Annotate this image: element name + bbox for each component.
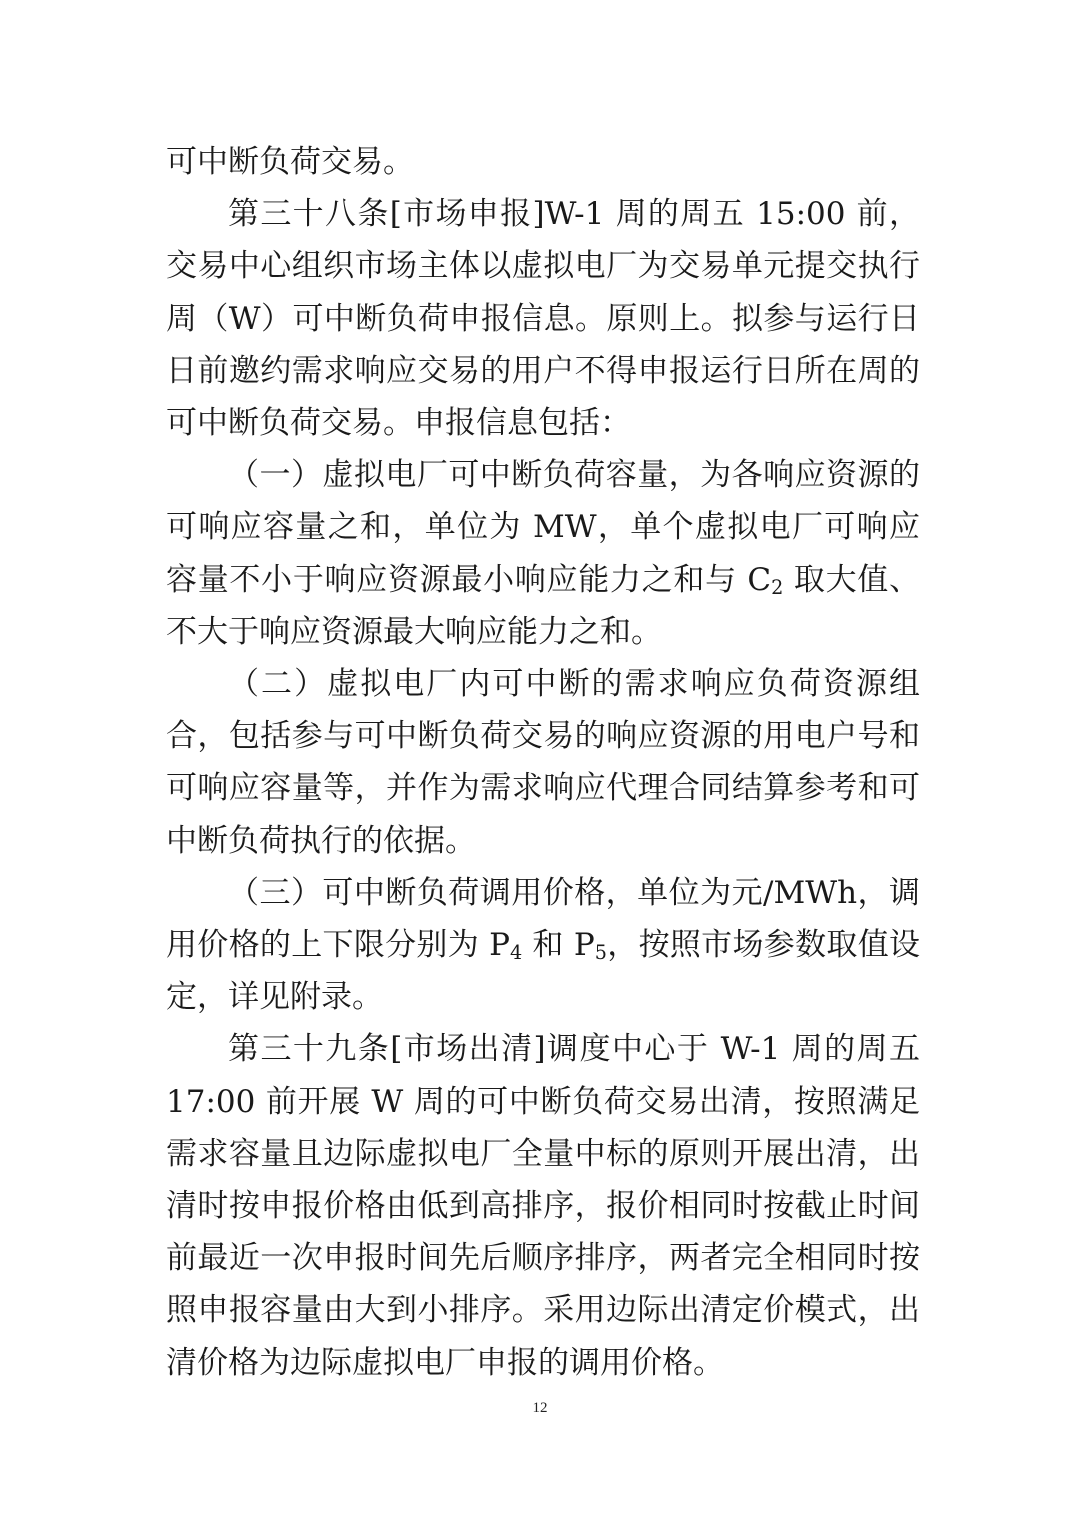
paragraph-text: 和 P (522, 927, 595, 964)
paragraph-text: 可中断负荷交易。 (166, 144, 414, 180)
paragraph-text: 第三十九条[市场出清]调度中心于 W-1 周的周五 17:00 前开展 W 周的可中断负荷交易出清，按照满足需求容量且边际虚拟电厂全量中标的原则开展出清，出清时按申报价格由低到高排序，报价相同时按截止时间前最近一次申报时间先后顺序排序，两者完全相同时按照申报容量由大到小排序。采用边际出清定价模式，出清价格为边际虚拟电厂申报的调用价格。 (166, 1031, 920, 1381)
document-body (166, 136, 920, 1389)
subscript-text: 5 (594, 941, 607, 965)
subscript-text: 2 (771, 575, 784, 599)
paragraph-text: （一）虚拟电厂可中断负荷容量，为各响应资源的可响应容量之和，单位为 MW，单个虚拟电厂可响应容量不小于响应资源最小响应能力之和与 C (166, 457, 920, 598)
paragraph-text: （二）虚拟电厂内可中断的需求响应负荷资源组合，包括参与可中断负荷交易的响应资源的用电户号和可响应容量等，并作为需求响应代理合同结算参考和可中断负荷执行的依据。 (166, 666, 920, 859)
paragraph-p2 (166, 188, 920, 449)
paragraph-p3 (166, 449, 920, 658)
paragraph-p6 (166, 1023, 920, 1388)
subscript-text: 4 (510, 941, 523, 965)
paragraph-p1 (166, 136, 920, 188)
paragraph-p4 (166, 658, 920, 867)
paragraph-text: 第三十八条[市场申报]W-1 周的周五 15:00 前，交易中心组织市场主体以虚拟电厂为交易单元提交执行周（W）可中断负荷申报信息。原则上。拟参与运行日日前邀约需求响应交易的用户不得申报运行日所在周的可中断负荷交易。申报信息包括： (166, 196, 920, 442)
paragraph-p5 (166, 867, 920, 1024)
paragraph-text: （三）可中断负荷调用价格，单位为元/MWh，调用价格的上下限分别为 P (166, 874, 920, 964)
paragraph-text: ，按照市场参数取值设定，详见附录。 (166, 927, 920, 1016)
page-number: 12 (532, 1400, 548, 1416)
paragraph-text: 取大值、不大于响应资源最大响应能力之和。 (166, 561, 920, 650)
